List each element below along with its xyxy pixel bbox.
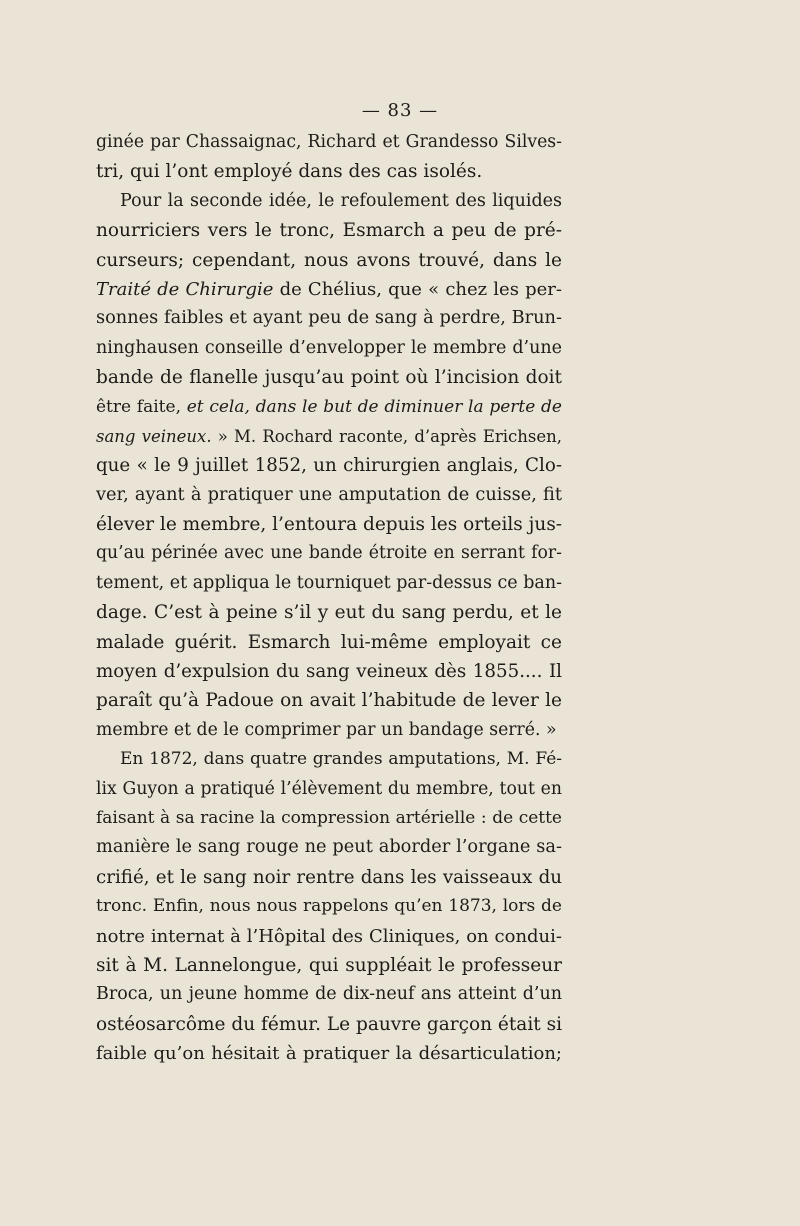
line-text: dage. C’est à peine s’il y eut du sang perdu, et le: [96, 602, 562, 624]
line-text: crifié, et le sang noir rentre dans les vaisseaux du: [96, 866, 562, 888]
text-line: [96, 481, 562, 510]
text-line: [96, 422, 562, 451]
text-line: [96, 863, 562, 892]
line-text: moyen d’expulsion du sang veineux dès 1855.... Il: [96, 661, 562, 683]
text-line: [96, 304, 562, 333]
line-text: Broca, un jeune homme de dix-neuf ans atteint d’un: [96, 984, 562, 1005]
page-number: — 83 —: [361, 100, 439, 121]
line-text: de Chélius, que « chez les per-: [279, 278, 562, 300]
line-text: que « le 9 juillet 1852, un chirurgien anglais, Clo-: [96, 455, 562, 477]
line-text: ver, ayant à pratiquer une amputation de cuisse, fit: [96, 484, 562, 505]
line-text: membre et de le comprimer par un bandage serré. »: [96, 719, 557, 740]
text-line: [96, 951, 562, 980]
line-text: faisant à sa racine la compression artérielle : de cette: [96, 807, 562, 828]
text-line: [96, 216, 562, 245]
line-text: nourriciers vers le tronc, Esmarch a peu de pré-: [96, 220, 562, 242]
line-text: En 1872, dans quatre grandes amputations, M. Fé-: [120, 749, 562, 770]
italic-text: sang veineux.: [96, 426, 212, 446]
text-line: [96, 657, 562, 686]
text-line: [96, 510, 562, 539]
line-text: ostéosarcôme du fémur. Le pauvre garçon était si: [96, 1013, 562, 1035]
line-text: être faite,: [96, 396, 181, 417]
line-text: sonnes faibles et ayant peu de sang à perdre, Brun-: [96, 308, 562, 329]
text-line: [96, 246, 562, 275]
text-line: [96, 275, 562, 304]
text-line: [96, 363, 562, 392]
italic-text: et cela, dans le but de diminuer la perte de: [186, 396, 562, 417]
body-text: [96, 128, 562, 1069]
line-text: notre internat à l’Hôpital des Cliniques, on condui-: [96, 925, 562, 947]
text-line: [96, 922, 562, 951]
text-line: [96, 569, 562, 598]
line-text: Pour la seconde idée, le refoulement des liquides: [120, 190, 562, 211]
text-line: [96, 628, 562, 657]
text-line: [96, 539, 562, 568]
text-line: [96, 451, 562, 480]
line-text: tri, qui l’ont employé dans des cas isolés.: [96, 161, 483, 183]
line-text: bande de flanelle jusqu’au point où l’incision doit: [96, 367, 562, 389]
line-text: ginée par Chassaignac, Richard et Grandesso Silves-: [96, 132, 562, 152]
text-line: [96, 775, 562, 804]
line-text: curseurs; cependant, nous avons trouvé, dans le: [96, 249, 562, 271]
text-line: [96, 745, 562, 774]
line-text: faible qu’on hésitait à pratiquer la désarticulation;: [96, 1043, 562, 1065]
text-line: [96, 393, 562, 422]
line-text: manière le sang rouge ne peut aborder l’organe sa-: [96, 837, 562, 858]
line-text: sit à M. Lannelongue, qui suppléait le professeur: [96, 954, 562, 976]
line-text: » M. Rochard raconte, d’après Erichsen,: [217, 426, 562, 446]
line-text: qu’au périnée avec une bande étroite en serrant for-: [96, 543, 562, 564]
text-line: [96, 187, 562, 216]
text-line: [96, 1010, 562, 1039]
text-line: [96, 686, 562, 715]
text-line: [96, 833, 562, 862]
line-text: élever le membre, l’entoura depuis les orteils jus-: [96, 514, 562, 536]
line-text: lix Guyon a pratiqué l’élèvement du membre, tout en: [96, 778, 562, 799]
text-line: [96, 128, 562, 157]
text-line: [96, 1039, 562, 1068]
line-text: malade guérit. Esmarch lui-même employait ce: [96, 631, 562, 653]
line-text: tronc. Enfin, nous nous rappelons qu’en 1873, lors de: [96, 896, 562, 917]
line-text: tement, et appliqua le tourniquet par-dessus ce ban-: [96, 572, 562, 593]
text-line: [96, 892, 562, 921]
text-line: [96, 980, 562, 1009]
text-line: [96, 334, 562, 363]
line-text: ninghausen conseille d’envelopper le membre d’une: [96, 337, 562, 358]
text-line: [96, 157, 562, 186]
line-text: paraît qu’à Padoue on avait l’habitude de lever le: [96, 690, 562, 712]
text-line: [96, 716, 562, 745]
text-line: [96, 804, 562, 833]
text-line: [96, 598, 562, 627]
italic-text: Traité de Chirurgie: [96, 278, 274, 300]
